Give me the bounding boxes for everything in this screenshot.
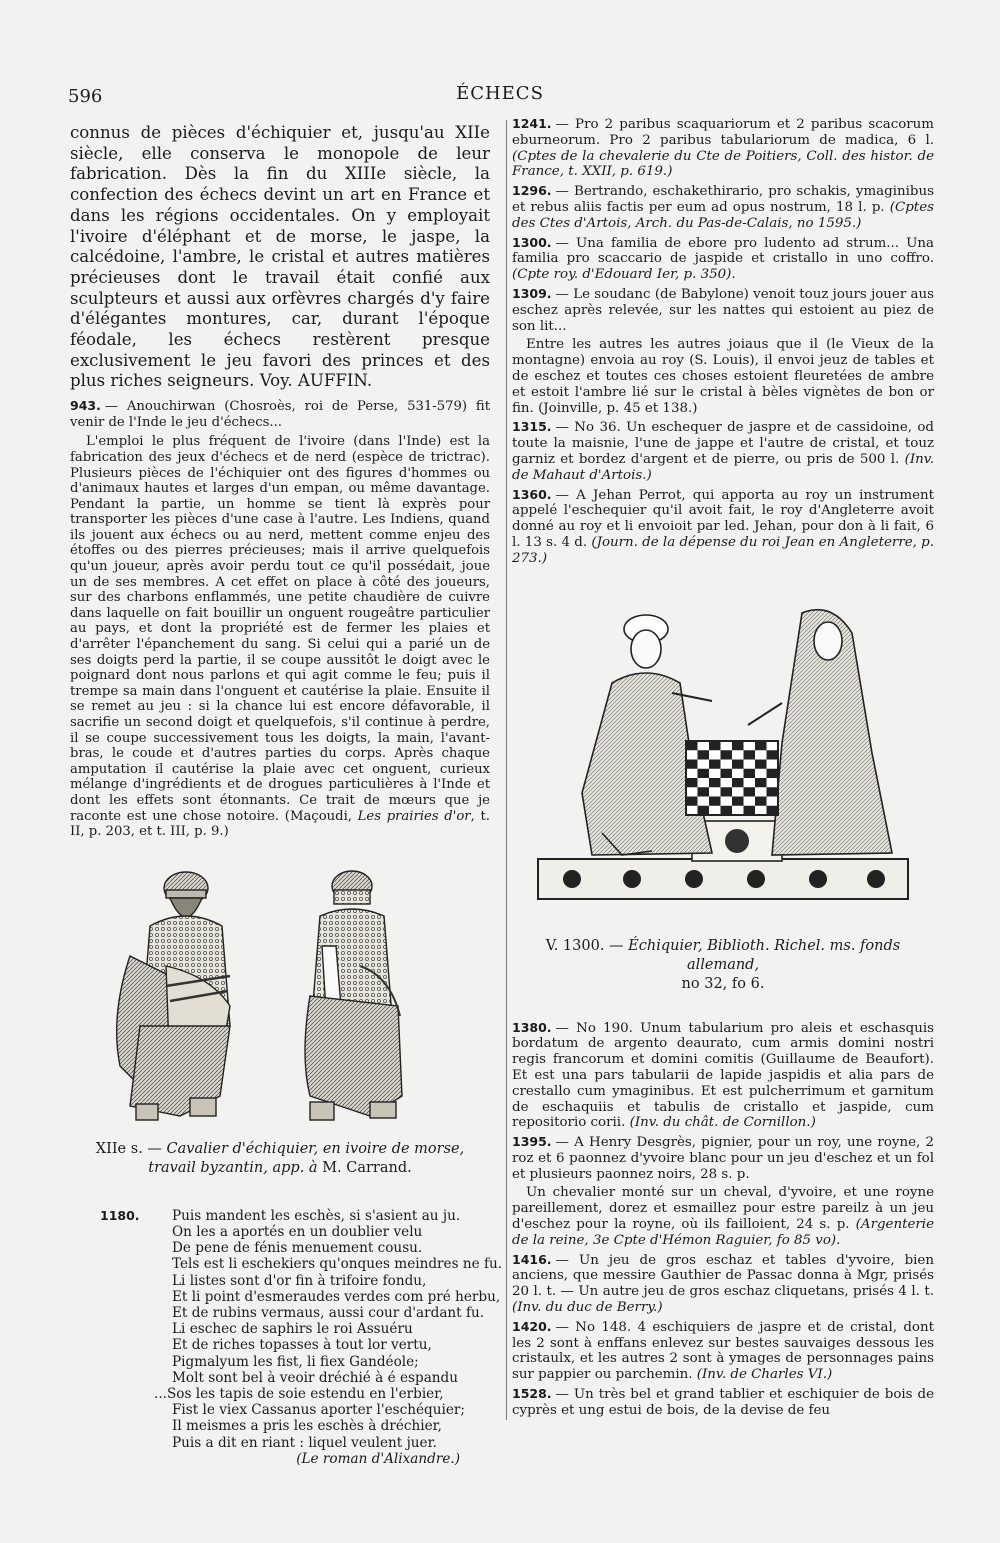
entry-1309-cont: Entre les autres les autres joiaus que il (le Vieux de la montagne) envoia au roy (S. Louis), il envoi jeuz de tables et de eschez et toutes ces choses estoient fleuretées de ambre et estoit l'ambre lié sur le cristal à bèles vignètes de bon or fin. (Joinville, p. 45 et 138.)	[512, 337, 934, 416]
entry-943-quote	[70, 434, 490, 839]
figure-ivory-knights	[70, 866, 490, 1134]
entry-year: 1296.	[512, 183, 552, 199]
entry-year: 1528.	[512, 1386, 552, 1402]
entry-year: 1315.	[512, 419, 552, 435]
entry-text: — No 36. Un eschequer de jaspre et de cassidoine, od toute la maisnie, l'une de jappe et l'autre de cristal, et touz garniz et bordez d'argent et de pierre, ou pris de 500 l.	[512, 420, 934, 467]
knight-front	[117, 872, 230, 1120]
caption-title-cont: travail byzantin, app. à	[148, 1159, 318, 1176]
poem-line: Molt sont bel à veoir dréchié à é espandu	[172, 1369, 459, 1386]
poem-line: Li eschec de saphirs le roi Assuéru	[172, 1321, 413, 1338]
entry-year: 1360.	[512, 486, 552, 502]
figure-2-caption	[512, 937, 934, 994]
caption-title: Cavalier d'échiquier, en ivoire de morse,	[166, 1140, 465, 1157]
entry-ref: (Argenterie de la reine, 3e Cpte d'Hémon Raguier, fo 85 vo).	[512, 1217, 935, 1248]
entry-text: — Bertrando, eschakethirario, pro schakis, ymaginibus et rebus aliis factis per eum ad opus nostrum, 18 l. p.	[512, 184, 934, 215]
entry-1416	[512, 1252, 934, 1316]
quote-ref-tail: , t. II, p. 203, et t. III, p. 9.)	[70, 808, 490, 840]
knight-back	[305, 871, 402, 1120]
column-divider	[506, 120, 507, 1420]
poem-line: Puis a dit en riant : liquel veulent juer.	[172, 1434, 437, 1451]
quote-text: L'emploi le plus fréquent de l'ivoire (dans l'Inde) est la fabrication des jeux d'échecs et de nerd (espèce de trictrac). Plusieurs pièces de l'échiquier ont des figures d'hommes ou d'animaux hautes et larges d'un empan, ou même davantage. Pendant la partie, un homme se tient là exprès pour transporter les pièces d'une case à l'autre. Les Indiens, quand ils jouent aux échecs ou au nerd, mettent comme enjeu des étoffes ou des pierres précieuses; mais il arrive quelquefois qu'un joueur, après avoir perdu tout ce qu'il possédait, joue un de ses membres. A cet effet on place à côté des joueurs, sur des charbons enflammés, une petite chaudière de cuivre dans laquelle on fait bouillir un onguent rougeâtre particulier au pays, et dont la propriété est de fermer les plaies et d'arrêter l'épanchement du sang. Si celui qui a parié un de ses doigts perd la partie, il se coupe aussitôt le doigt avec le poignard dont nous parlons et qui agit comme le feu; puis il trempe sa main dans l'onguent et cautérise la plaie. Ensuite il se remet au jeu : si la chance lui est encore défavorable, il sacrifie un second doigt et quelquefois, s'il continue à perdre, il se coupe successivement tous les doigts, la main, l'avant-bras, le coude et d'autres parties du corps. Après chaque amputation il cautérise la plaie avec cet onguent, curieux mélange d'ingrédients et de drogues particulières à l'Inde et dont les effets sont étonnants. Ce trait de mœurs que je raconte est une chose notoire.	[70, 434, 490, 824]
poem-line: De pene de fénis menuement cousu.	[172, 1240, 423, 1257]
poem-line: Puis mandent les eschès, si s'asient au ju.	[172, 1207, 461, 1224]
page-number: 596	[68, 86, 103, 107]
poem-line: Fist le viex Cassanus aporter l'eschéquier;	[172, 1402, 465, 1419]
figure-1-caption	[70, 1140, 490, 1178]
caption-folio: no 32, fo 6.	[681, 975, 765, 992]
entry-1296	[512, 183, 934, 231]
entry-1300	[512, 235, 934, 283]
entry-1528	[512, 1386, 934, 1419]
quote-ref-title: Les prairies d'or	[357, 808, 471, 824]
entry-year: 943.	[70, 398, 101, 414]
poem-verses	[154, 1207, 503, 1451]
entry-ref: (Cptes de la chevalerie du Cte de Poitiers, Coll. des histor. de France, t. XXII, p. 619.)	[512, 148, 934, 180]
entry-year: 1420.	[512, 1318, 552, 1334]
entry-text: — No 148. 4 eschiquiers de jaspre et de cristal, dont les 2 sont à enffans enlevez sur bestes sauvaiges dessous les cristaulx, et les autres 2 sont à ymages de personnages pains sur pappier ou parchemin.	[512, 1319, 934, 1383]
entry-text: — Un jeu de gros eschaz et tables d'yvoire, bien anciens, que messire Gauthier de Passac donna à Mgr, prisés 20 l. t. — Un autre jeu de gros eschaz cliquetans, prisés 4 l. t.	[512, 1252, 934, 1300]
caption-owner: M. Carrand.	[322, 1159, 412, 1176]
entry-text: — No 190. Unum tabularium pro aleis et eschasquis bordatum de argento deaurato, cum armis domini nostri regis francorum et domini comitis (Guillaume de Beaufort). Et est una pars tabularii de lapide jaspidis et alia pars de crestallo cum ymaginibus. Et est pulcherrimum et garnitum de eschaquiis et tabulis de cristallo et jaspide, cum repositorio corii.	[512, 1020, 934, 1131]
poem-year: 1180.	[100, 1207, 140, 1223]
caption-date: XIIe s. —	[95, 1140, 162, 1157]
entry-text: — Pro 2 paribus scaquariorum et 2 paribus scacorum eburneorum. Pro 2 paribus tabulariorum de madica, 6 l.	[512, 117, 934, 148]
entry-text: — Un très bel et grand tablier et eschiquier de bois de cyprès et ung estui de bois, de la devise de feu	[512, 1387, 934, 1418]
right-column	[512, 116, 934, 1422]
poem-1180	[70, 1207, 503, 1467]
entry-ref: (Inv. de Mahaut d'Artois.)	[512, 451, 934, 483]
poem-line: Et li point d'esmeraudes verdes com pré herbu,	[172, 1288, 501, 1305]
entry-1309	[512, 286, 934, 334]
entry-text: — Una familia de ebore pro ludento ad strum... Una familia pro scaccario de jaspide et cristallo in uno coffro.	[512, 235, 934, 267]
entry-1380	[512, 1020, 934, 1132]
entry-1395-cont	[512, 1185, 934, 1248]
entry-year: 1416.	[512, 1251, 552, 1267]
entry-year: 1300.	[512, 234, 552, 250]
caption-title: Échiquier, Biblioth. Richel. ms. fonds allemand,	[628, 937, 901, 973]
entry-943	[70, 398, 490, 430]
entry-text: — Le soudanc (de Babylone) venoit touz jours jouer aus eschez après relevée, sur les nattes qui estoient au piez de son lit...	[512, 286, 934, 334]
left-column	[70, 123, 503, 1467]
entry-year: 1241.	[512, 116, 552, 131]
quote-ref-author: (Maçoudi,	[284, 808, 358, 824]
entry-ref: (Inv. du duc de Berry.)	[512, 1300, 663, 1316]
entry-ref: (Cptes des Ctes d'Artois, Arch. du Pas-de-Calais, no 1595.)	[512, 199, 934, 231]
poem-line: On les a aportés en un doublier velu	[172, 1223, 423, 1240]
entry-year: 1309.	[512, 285, 552, 301]
left-player	[582, 615, 712, 855]
poem-line: Tels est li eschekiers qu'onques meindres ne fu.	[172, 1256, 503, 1273]
poem-line: Pigmalyum les fist, li fiex Gandéole;	[172, 1353, 419, 1370]
caption-date: V. 1300. —	[545, 937, 624, 954]
poem-line: Il meismes a pris les eschès à dréchier,	[172, 1418, 442, 1435]
entry-text: — A Henry Desgrès, pignier, pour un roy, une royne, 2 roz et 6 paonnez d'yvoire blanc pour un jeu d'eschez et un fol et plusieurs paonnez noirs, 28 s. p.	[512, 1135, 934, 1182]
poem-line: Et de rubins vermaus, aussi cour d'ardant fu.	[172, 1304, 485, 1321]
entry-text: — A Jehan Perrot, qui apporta au roy un instrument appelé l'eschequier qu'il avoit fait, le roy d'Angleterre avoit donné au roy et li envoioit par led. Jehan, pour don à li fait, 6 l. 13 s. 4 d.	[512, 487, 934, 550]
poem-line: ...Sos les tapis de soie estendu en l'erbier,	[154, 1386, 444, 1402]
figure-chess-players	[512, 593, 934, 933]
entry-year: 1395.	[512, 1134, 552, 1150]
entry-ref: (Journ. de la dépense du roi Jean en Angleterre, p. 273.)	[512, 534, 934, 566]
entry-ref: (Cpte roy. d'Edouard Ier, p. 350).	[512, 267, 736, 283]
entry-ref: (Inv. du chât. de Cornillon.)	[629, 1115, 816, 1131]
ivory-knights-illustration	[70, 866, 490, 1134]
entry-1420	[512, 1319, 934, 1383]
poem-source: (Le roman d'Alixandre.)	[296, 1450, 460, 1467]
entry-year: 1380.	[512, 1019, 552, 1035]
right-player	[748, 609, 892, 854]
entry-text: — Anouchirwan (Chosroès, roi de Perse, 531-579) fit venir de l'Inde le jeu d'échecs...	[70, 399, 490, 430]
poem-line: Et de riches topasses à tout lor vertu,	[172, 1337, 432, 1354]
chessboard	[686, 741, 778, 815]
entry-text: Un chevalier monté sur un cheval, d'yvoire, et une royne pareillement, dorez et esmaillez pour estre pareilz à un jeu d'eschez pour la royne, où ils failloient, 24 s. p.	[512, 1185, 934, 1233]
poem-line: Li listes sont d'or fin à trifoire fondu,	[172, 1272, 427, 1289]
entry-1315	[512, 419, 934, 483]
entry-1241	[512, 116, 934, 180]
entry-ref: (Inv. de Charles VI.)	[696, 1367, 833, 1383]
intro-paragraph: connus de pièces d'échiquier et, jusqu'au XIIe siècle, elle conserva le monopole de leur fabrication. Dès la fin du XIIIe siècle, la confection des échecs devint un art en France et dans les régions occidentales. On y employait l'ivoire d'éléphant et de morse, le jaspe, la calcédoine, l'ambre, le cristal et autres matières précieuses dont le travail était confié aux sculpteurs et aussi aux orfèvres chargés d'y faire d'élégantes montures, car, durant l'époque féodale, les échecs restèrent presque exclusivement le jeu favori des princes et des plus riches seigneurs. Voy. AUFFIN.	[70, 123, 490, 391]
running-head: ÉCHECS	[456, 83, 544, 104]
entry-1360	[512, 487, 934, 567]
entry-1395	[512, 1134, 934, 1182]
chess-players-illustration	[512, 593, 934, 933]
